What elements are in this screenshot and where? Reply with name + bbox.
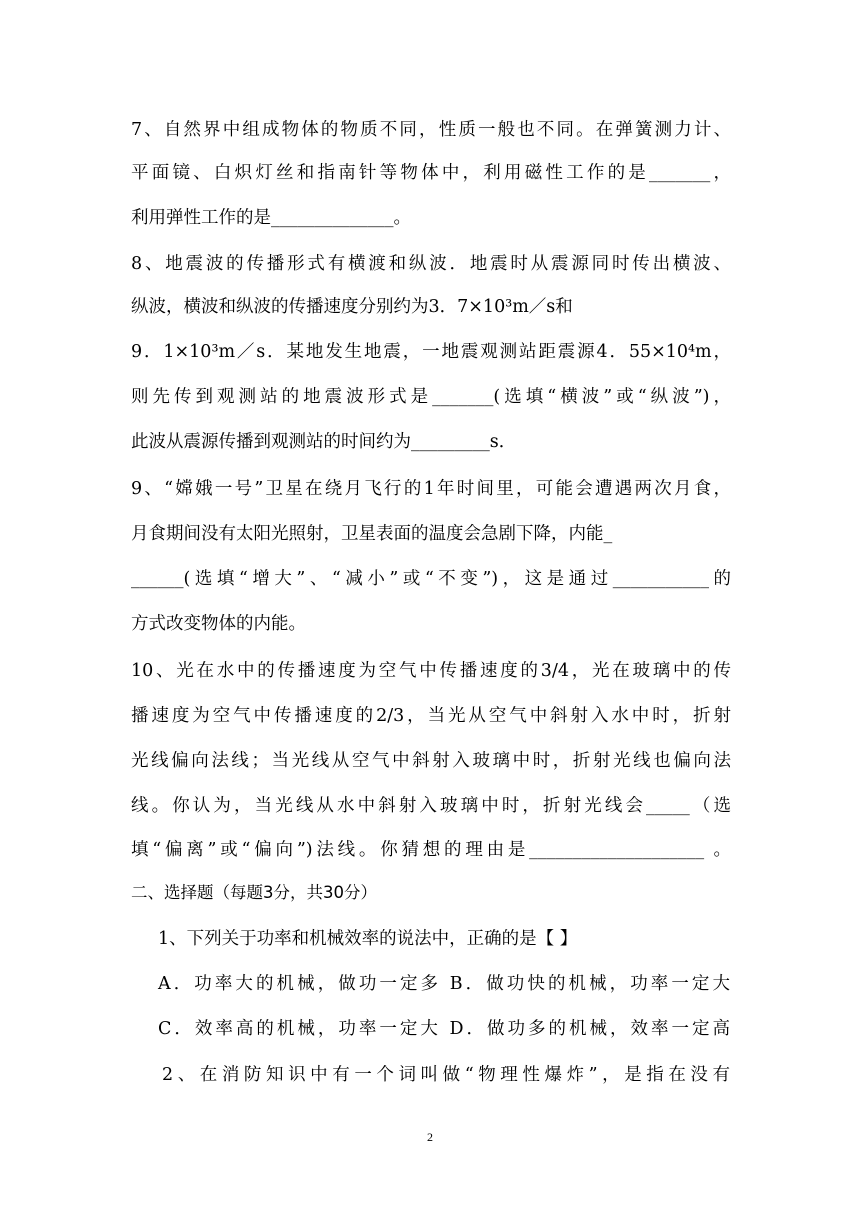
q7-line-2: 平面镜、白炽灯丝和指南针等物体中，利用磁性工作的是_______， — [131, 163, 731, 183]
q10-line-4: 线。你认为，当光线从水中斜射入玻璃中时，折射光线会_____（选 — [131, 796, 731, 816]
q8-line-3: 9．1×10³m／s．某地发生地震，一地震观测站距震源4．55×10⁴m， — [131, 342, 731, 362]
q8-line-5: 此波从震源传播到观测站的时间约为_________s． — [131, 432, 517, 452]
q9-line-2: 月食期间没有太阳光照射，卫星表面的温度会急剧下降，内能_ — [131, 524, 613, 544]
q9-line-4: 方式改变物体的内能。 — [131, 614, 306, 634]
q10-line-3: 光线偏向法线；当光线从空气中斜射入玻璃中时，折射光线也偏向法 — [131, 751, 731, 771]
q8-line-4: 则先传到观测站的地震波形式是_______(选填“横波”或“纵波”)， — [131, 387, 731, 407]
q8-line-2: 纵波，横波和纵波的传播速度分别约为3．7×10³m／s和 — [131, 297, 573, 317]
q10-line-2: 播速度为空气中传播速度的2/3，当光从空气中斜射入水中时，折射 — [131, 706, 731, 726]
q9-line-1: 9、“嫦娥一号”卫星在绕月飞行的1年时间里，可能会遭遇两次月食， — [131, 479, 731, 499]
mc2-question: 2、在消防知识中有一个词叫做“物理性爆炸”，是指在没有 — [162, 1065, 730, 1085]
q10-line-1: 10、光在水中的传播速度为空气中传播速度的3/4，光在玻璃中的传 — [131, 661, 731, 681]
section-heading: 二、选择题（每题3分，共30分） — [131, 883, 377, 902]
q7-line-1: 7、自然界中组成物体的物质不同，性质一般也不同。在弹簧测力计、 — [131, 120, 731, 140]
mc1-options-cd: C．效率高的机械，功率一定大 D．做功多的机械，效率一定高 — [158, 1019, 730, 1039]
q9-line-3: ______(选填“增大”、“减小”或“不变”)，这是通过___________的 — [131, 569, 731, 589]
q10-line-5: 填“偏离”或“偏向”)法线。你猜想的理由是____________________ 。 — [131, 840, 731, 860]
mc1-options-ab: A．功率大的机械，做功一定多 B．做功快的机械，功率一定大 — [158, 974, 730, 994]
q8-line-1: 8、地震波的传播形式有横渡和纵波．地震时从震源同时传出横波、 — [131, 254, 731, 274]
q7-line-3: 利用弹性工作的是______________。 — [131, 208, 411, 228]
mc1-question: 1、下列关于功率和机械效率的说法中，正确的是【 】 — [158, 929, 578, 949]
page-number: 2 — [427, 1130, 433, 1144]
